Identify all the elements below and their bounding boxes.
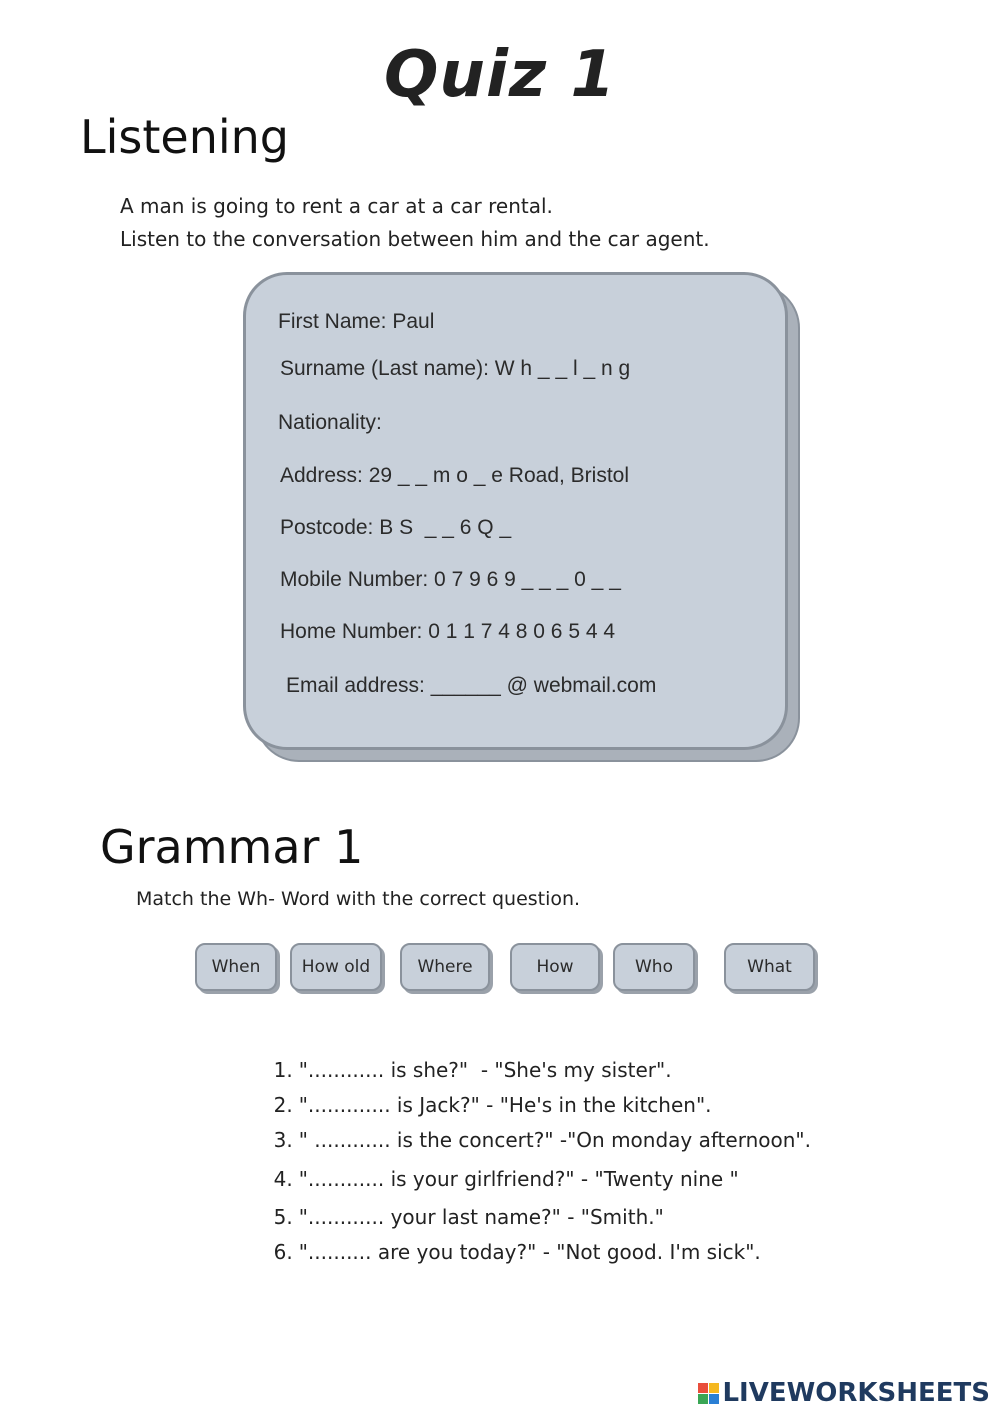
- listening-heading: Listening: [80, 110, 289, 164]
- question-text[interactable]: " ............ is the concert?" -"On monday afternoon".: [298, 1128, 811, 1152]
- email-address-field[interactable]: Email address: ______ @ webmail.com: [286, 674, 657, 697]
- brand-name: LIVEWORKSHEETS: [722, 1378, 990, 1408]
- rental-form-card: [243, 272, 788, 750]
- word-button-when[interactable]: When: [195, 943, 277, 991]
- grammar-heading: Grammar 1: [100, 820, 364, 874]
- address-field[interactable]: Address: 29 _ _ m o _ e Road, Bristol: [280, 464, 630, 487]
- question-number: 3.: [273, 1128, 293, 1152]
- postcode-field[interactable]: Postcode: B S _ _ 6 Q _: [280, 516, 512, 539]
- word-button-who[interactable]: Who: [613, 943, 695, 991]
- intro-line-2: Listen to the conversation between him and the car agent.: [120, 227, 710, 251]
- question-text[interactable]: "............ is she?" - "She's my sister".: [298, 1058, 672, 1082]
- mobile-number-field[interactable]: Mobile Number: 0 7 9 6 9 _ _ _ 0 _ _: [280, 568, 621, 591]
- question-number: 5.: [273, 1205, 293, 1229]
- question-number: 6.: [273, 1240, 293, 1264]
- question-text[interactable]: "............ your last name?" - "Smith.": [298, 1205, 664, 1229]
- question-text[interactable]: ".......... are you today?" - "Not good. I'm sick".: [298, 1240, 761, 1264]
- liveworksheets-logo[interactable]: [698, 1378, 990, 1408]
- question-number: 2.: [273, 1093, 293, 1117]
- page-title: Quiz 1: [384, 38, 616, 112]
- word-button-where[interactable]: Where: [400, 943, 490, 991]
- grammar-instruction: Match the Wh- Word with the correct question.: [136, 888, 581, 910]
- listening-intro: [120, 190, 710, 256]
- question-text[interactable]: "............ is your girlfriend?" - "Twenty nine ": [298, 1167, 739, 1191]
- question-number: 4.: [273, 1167, 293, 1191]
- home-number-field: Home Number: 0 1 1 7 4 8 0 6 5 4 4: [280, 620, 616, 643]
- surname-field[interactable]: Surname (Last name): W h _ _ l _ n g: [280, 357, 631, 380]
- first-name-field: First Name: Paul: [278, 310, 435, 333]
- liveworksheets-mark-icon: [698, 1383, 719, 1404]
- question-item: [252, 1216, 761, 1264]
- question-text[interactable]: "............. is Jack?" - "He's in the kitchen".: [298, 1093, 712, 1117]
- nationality-field[interactable]: Nationality:: [278, 411, 382, 434]
- word-button-what[interactable]: What: [724, 943, 815, 991]
- question-number: 1.: [273, 1058, 293, 1082]
- word-button-how[interactable]: How: [510, 943, 600, 991]
- intro-line-1: A man is going to rent a car at a car rental.: [120, 194, 553, 218]
- word-button-how-old[interactable]: How old: [290, 943, 382, 991]
